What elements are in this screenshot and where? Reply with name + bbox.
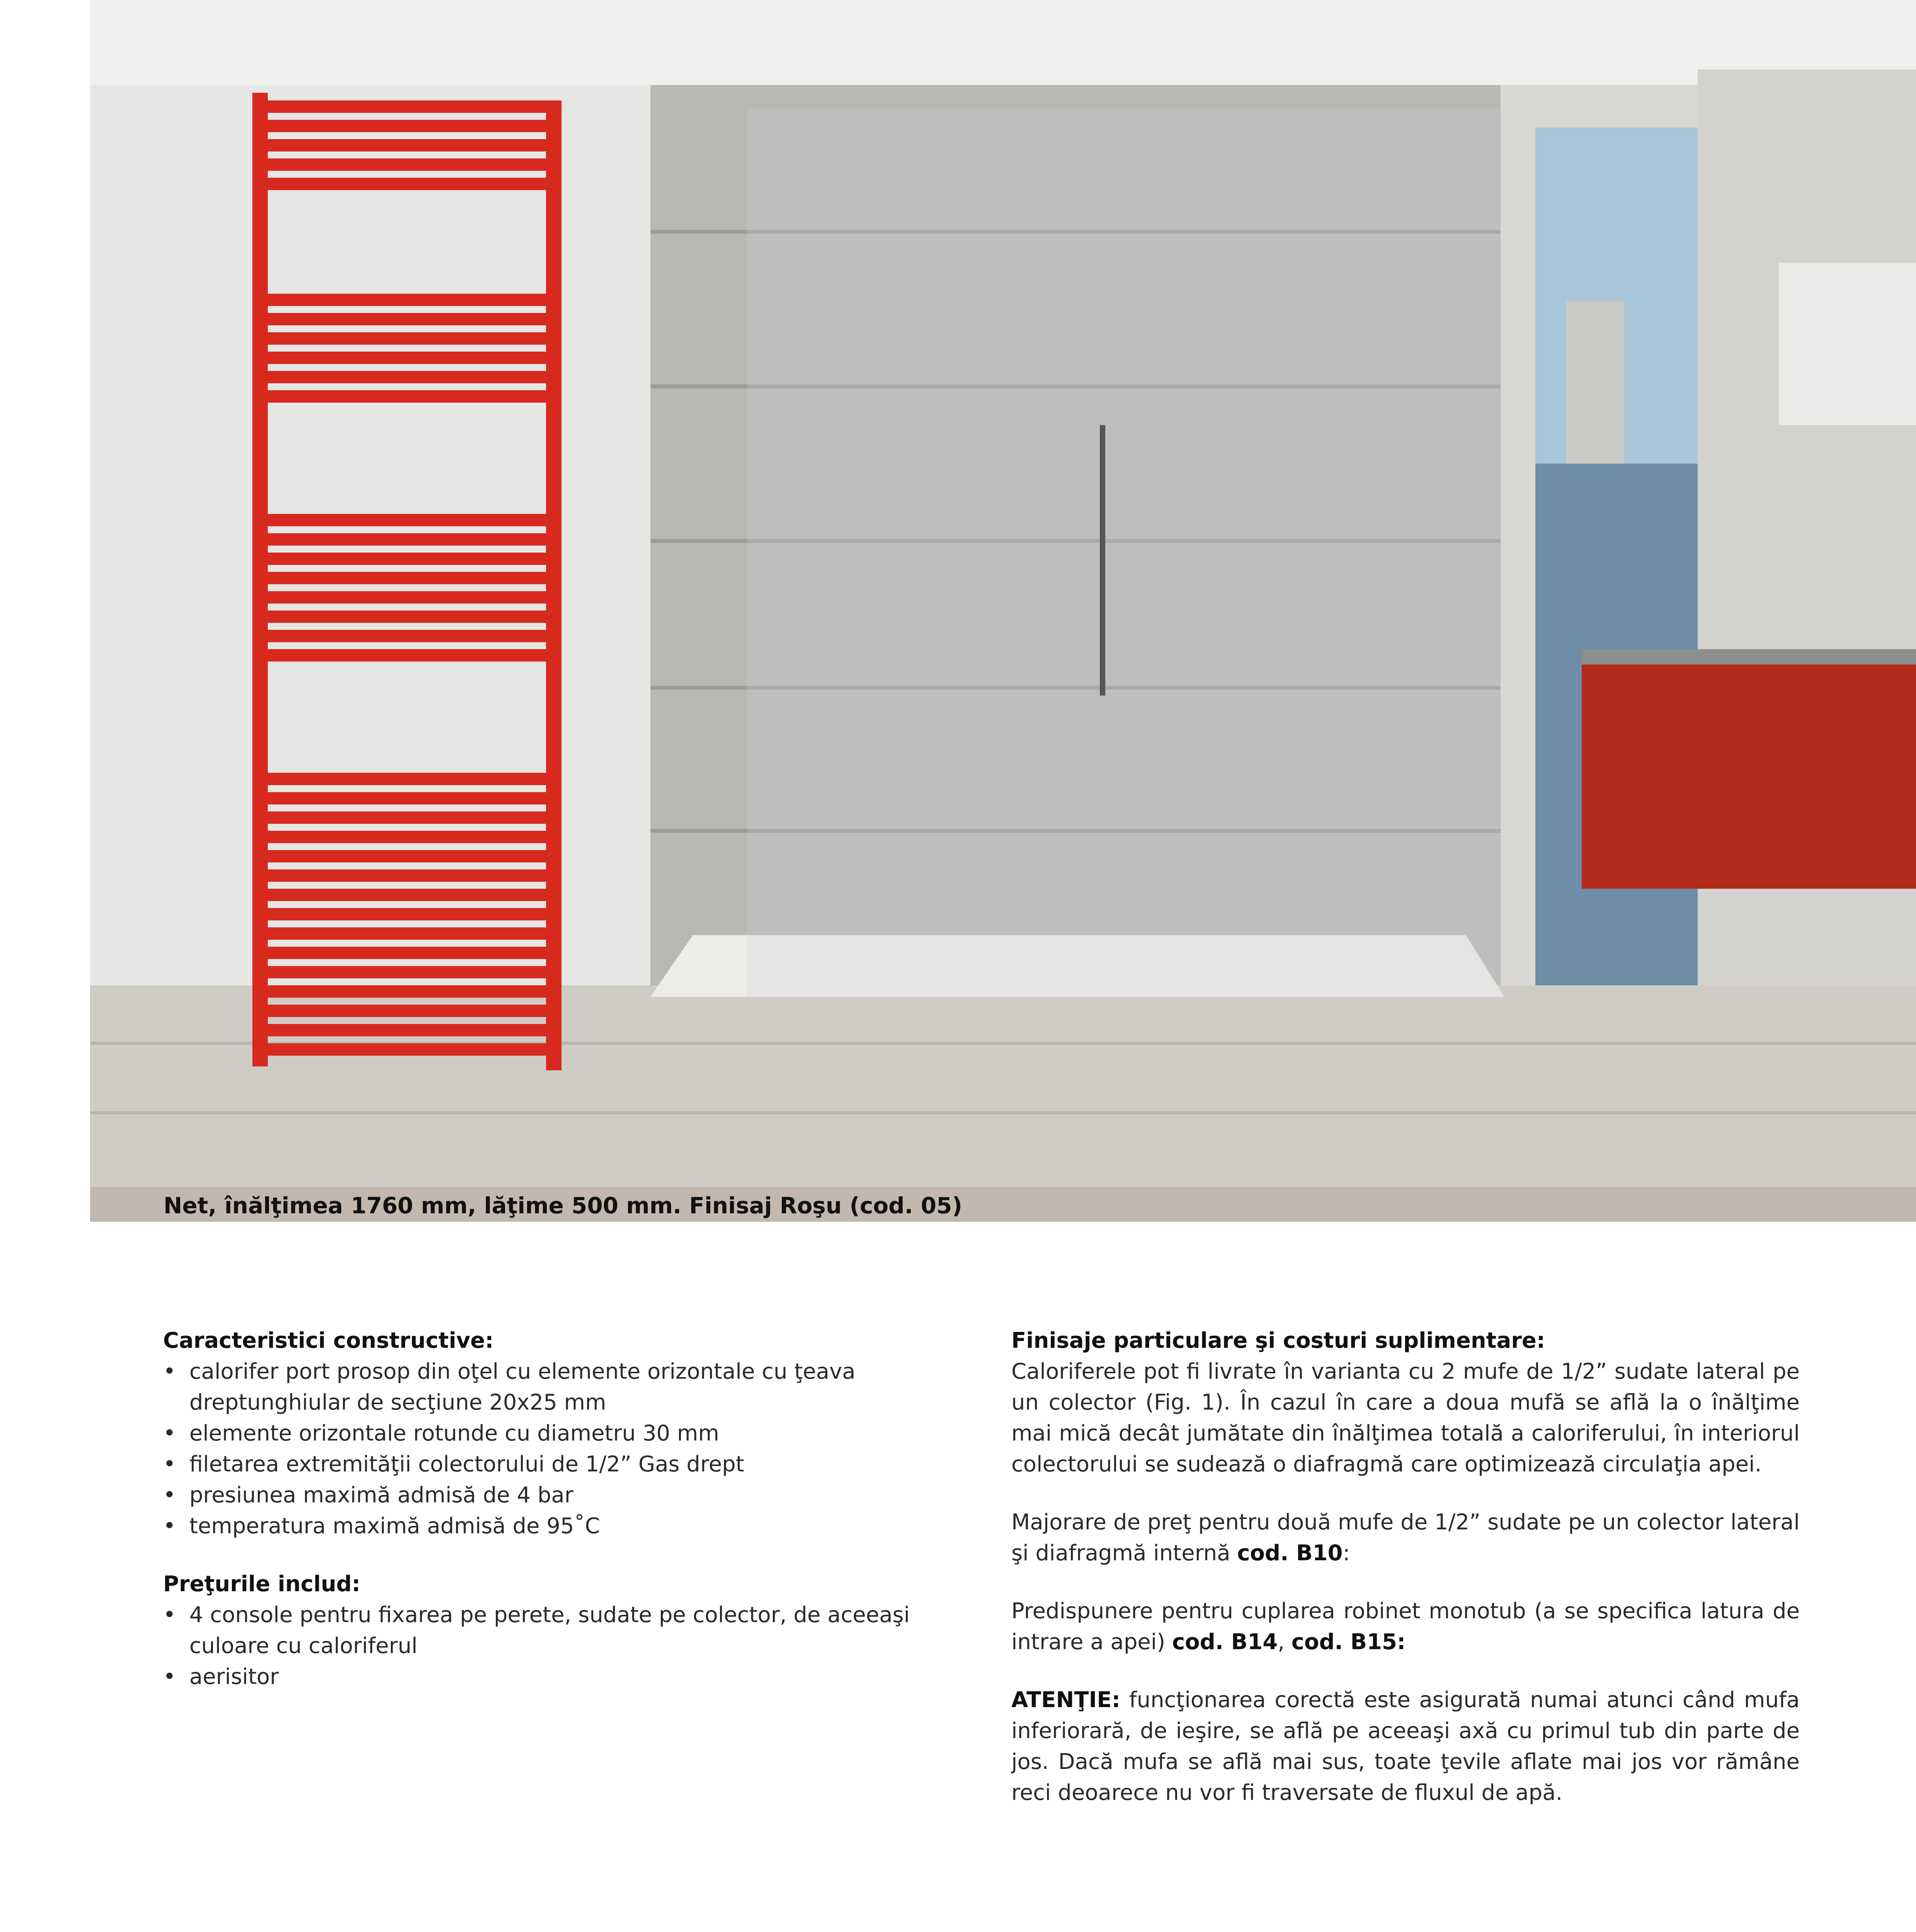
construct-title: Caracteristici constructive: bbox=[163, 1328, 494, 1353]
list-item: • aerisitor bbox=[163, 1662, 951, 1692]
attention-paragraph: ATENŢIE: funcţionarea corectă este asigurată numai atunci când mufa inferiorară, de ieşire, se află pe aceeaşi axă cu primul tub din parte de jos. Dacă mufa se află mai sus, toate ţevile aflate mai jos vor rămâne reci deoarece nu vor fi traversate de fluxul de apă. bbox=[1011, 1687, 1800, 1805]
finishes-title: Finisaje particulare şi costuri suplimentare: bbox=[1011, 1328, 1545, 1353]
left-column bbox=[163, 1325, 951, 1692]
list-item: • temperatura maximă admisă de 95˚C bbox=[163, 1511, 951, 1542]
prices-list bbox=[163, 1600, 951, 1692]
list-item: • filetarea extremităţii colectorului de 1/2” Gas drept bbox=[163, 1449, 951, 1480]
finishes-paragraph-1: Caloriferele pot fi livrate în varianta cu 2 mufe de 1/2” sudate lateral pe un colector (Fig. 1). În cazul în care a doua mufă se află la o înălţime mai mică decât jumătate din înălţimea totală a caloriferului, în interiorul colectorului se sudează o diafragmă care optimizează circulaţia apei. bbox=[1011, 1359, 1800, 1477]
finishes-paragraph-3: Predispunere pentru cuplarea robinet monotub (a se specifica latura de intrare a apei) cod. B14, cod. B15: bbox=[1011, 1599, 1800, 1655]
list-item: • presiunea maximă admisă de 4 bar bbox=[163, 1480, 951, 1511]
construct-list bbox=[163, 1356, 951, 1542]
list-item: • elemente orizontale rotunde cu diametru 30 mm bbox=[163, 1418, 951, 1449]
photo-caption-bar bbox=[90, 1187, 1916, 1222]
finishes-paragraph-2: Majorare de preţ pentru două mufe de 1/2” sudate pe un colector lateral şi diafragmă internă cod. B10: bbox=[1011, 1510, 1800, 1566]
right-column bbox=[1011, 1325, 1800, 1808]
list-item: • calorifer port prosop din oţel cu elemente orizontale cu ţeava dreptunghiular de secţiune 20x25 mm bbox=[163, 1356, 951, 1418]
list-item: • 4 console pentru fixarea pe perete, sudate pe colector, de aceeaşi culoare cu caloriferul bbox=[163, 1600, 951, 1662]
prices-title: Preţurile includ: bbox=[163, 1571, 361, 1597]
hero-photo bbox=[90, 0, 1916, 1187]
photo-caption: Net, înălţimea 1760 mm, lăţime 500 mm. Finisaj Roşu (cod. 05) bbox=[163, 1192, 963, 1219]
